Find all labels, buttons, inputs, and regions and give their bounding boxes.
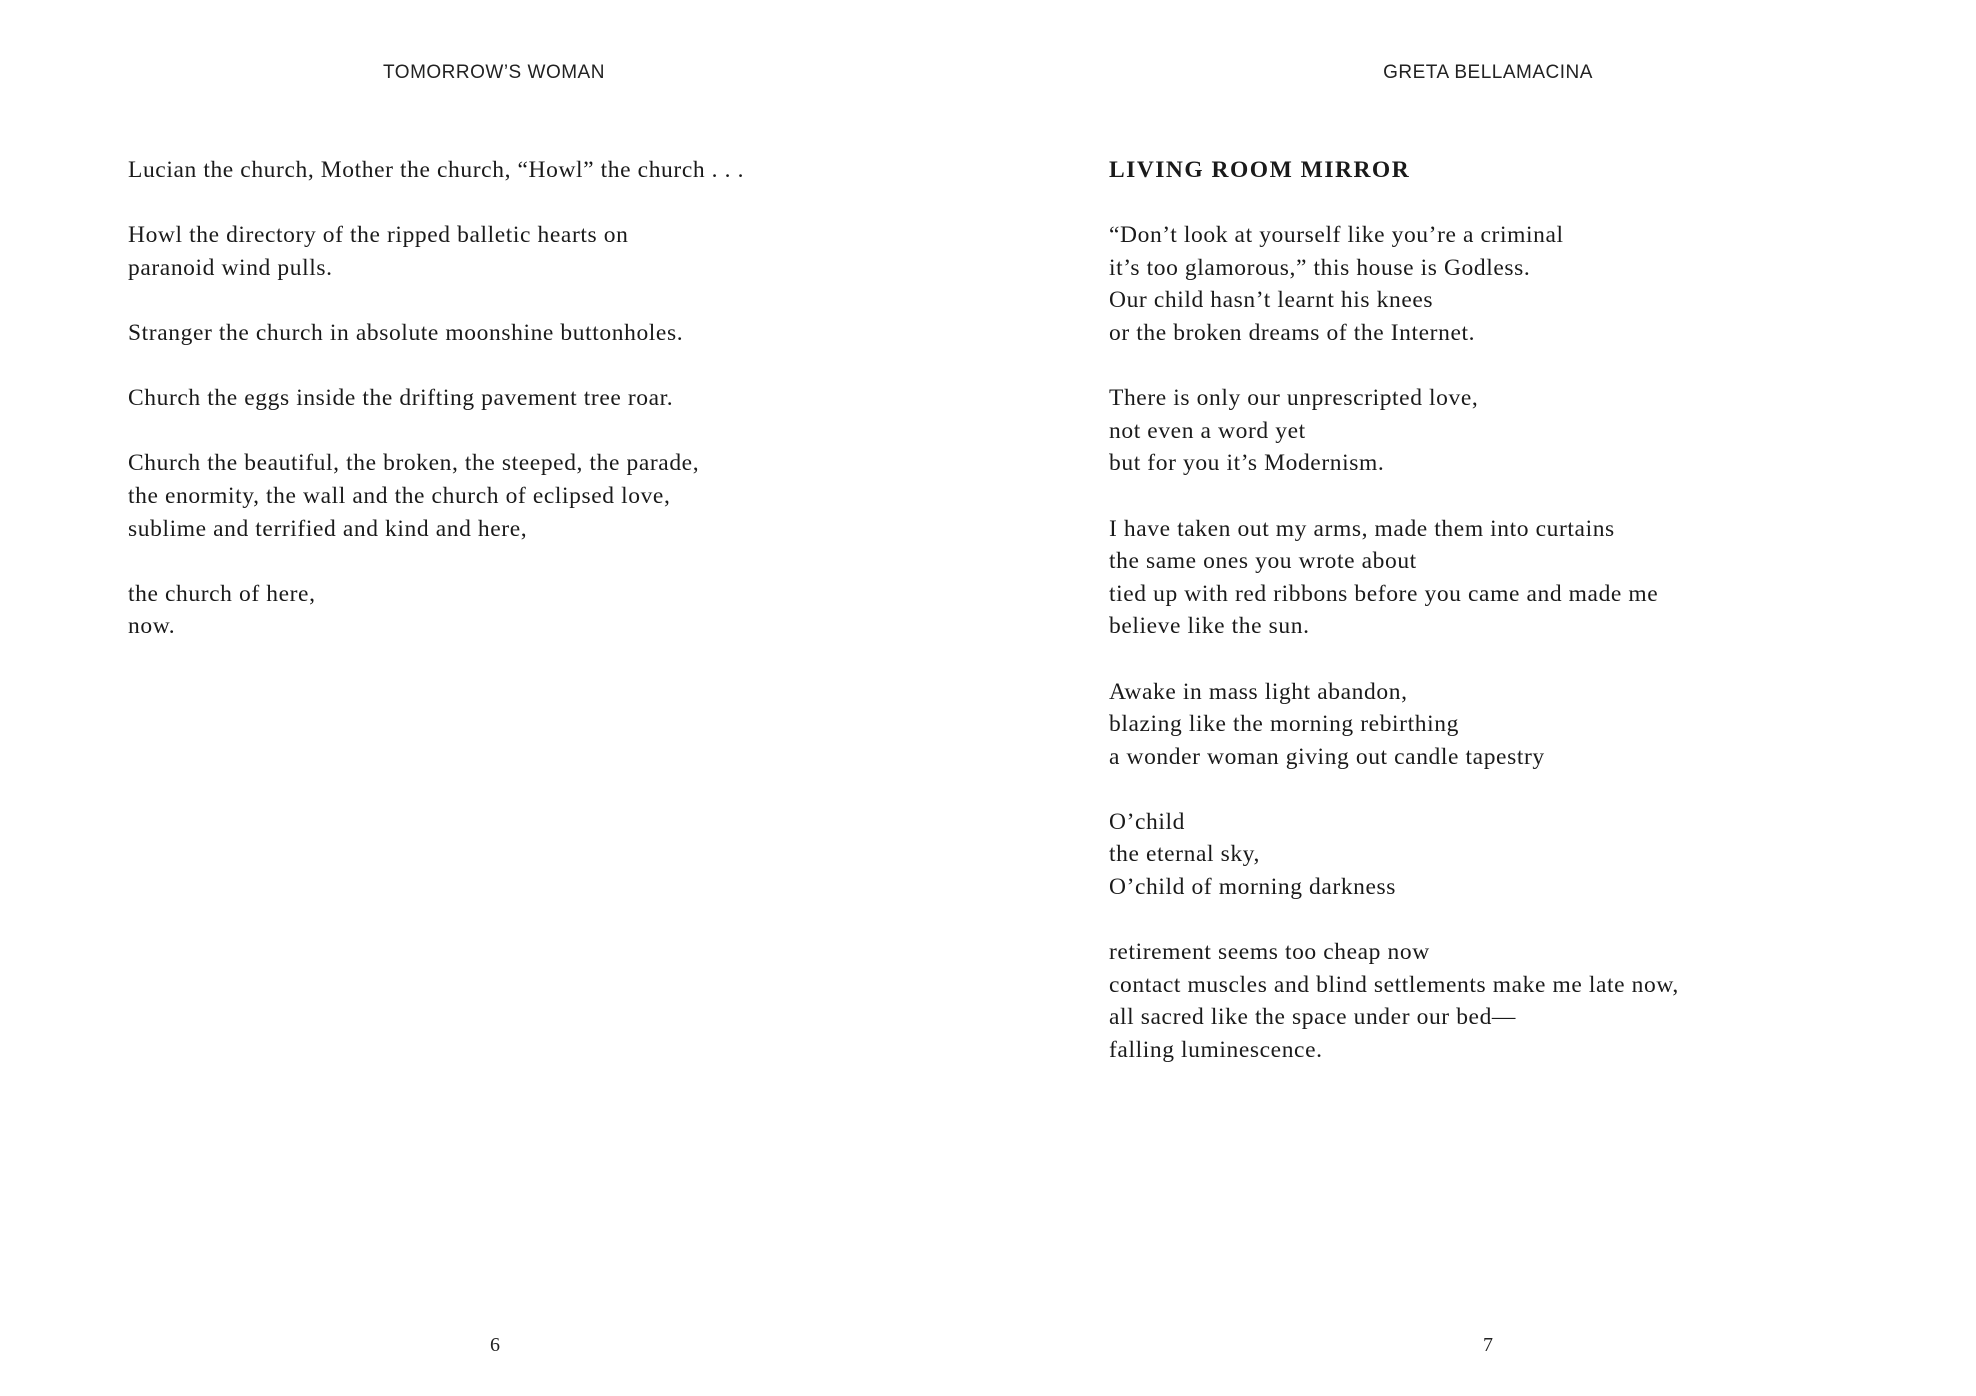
- poem-line: Church the beautiful, the broken, the steeped, the parade,: [128, 450, 700, 477]
- poem-line: paranoid wind pulls.: [128, 254, 333, 281]
- stanza: [128, 219, 888, 284]
- stanza: [1109, 513, 1909, 643]
- poem-line: Stranger the church in absolute moonshine buttonholes.: [128, 319, 684, 346]
- poem-line: but for you it’s Modernism.: [1109, 450, 1385, 477]
- poem-line: Howl the directory of the ripped balletic hearts on: [128, 222, 629, 249]
- poem-line: the church of here,: [128, 580, 316, 607]
- stanza: [128, 447, 888, 545]
- poem-line: retirement seems too cheap now: [1109, 939, 1430, 966]
- running-head-book-title: TOMORROW’S WOMAN: [383, 62, 605, 83]
- poem-line: O’child of morning darkness: [1109, 874, 1397, 901]
- stanza: [1109, 219, 1909, 349]
- poem-title: LIVING ROOM MIRROR: [1109, 157, 1411, 183]
- stanza: [1109, 936, 1909, 1066]
- poem-living-room-mirror: [1109, 154, 1909, 1067]
- stanza: [128, 154, 888, 187]
- poem-line: Our child hasn’t learnt his knees: [1109, 287, 1434, 314]
- stanza: [128, 382, 888, 415]
- poem-line: blazing like the morning rebirthing: [1109, 711, 1459, 738]
- poem-line: the eternal sky,: [1109, 841, 1260, 868]
- poem-line: Awake in mass light abandon,: [1109, 678, 1408, 705]
- poem-line: Church the eggs inside the drifting pavement tree roar.: [128, 385, 674, 412]
- poem-line: I have taken out my arms, made them into curtains: [1109, 515, 1615, 542]
- poem-line: Lucian the church, Mother the church, “Howl” the church . . .: [128, 157, 745, 183]
- poem-line: it’s too glamorous,” this house is Godless.: [1109, 254, 1531, 281]
- poem-line: the same ones you wrote about: [1109, 548, 1417, 575]
- stanza: [128, 317, 888, 350]
- poem-line: all sacred like the space under our bed—: [1109, 1004, 1517, 1031]
- poem-continuation: [128, 154, 888, 643]
- poem-line: the enormity, the wall and the church of eclipsed love,: [128, 482, 671, 509]
- poem-line: O’child: [1109, 808, 1185, 835]
- poem-line: There is only our unprescripted love,: [1109, 385, 1479, 412]
- poem-line: tied up with red ribbons before you came and made me: [1109, 580, 1659, 607]
- page-number: 7: [1483, 1334, 1493, 1356]
- poem-line: sublime and terrified and kind and here,: [128, 515, 528, 542]
- page-number: 6: [490, 1334, 500, 1356]
- poem-line: not even a word yet: [1109, 417, 1306, 444]
- poem-line: a wonder woman giving out candle tapestry: [1109, 743, 1545, 770]
- poem-line: or the broken dreams of the Internet.: [1109, 319, 1476, 346]
- stanza: [1109, 382, 1909, 480]
- poem-line: falling luminescence.: [1109, 1037, 1323, 1064]
- poem-line: believe like the sun.: [1109, 613, 1310, 640]
- stanza: [128, 578, 888, 643]
- stanza: [1109, 676, 1909, 774]
- stanza: [1109, 806, 1909, 904]
- poem-line: “Don’t look at yourself like you’re a criminal: [1109, 222, 1564, 249]
- right-page: [988, 0, 1976, 1396]
- poem-line: now.: [128, 613, 176, 640]
- running-head-author: GRETA BELLAMACINA: [1383, 62, 1593, 83]
- poem-line: contact muscles and blind settlements make me late now,: [1109, 971, 1679, 998]
